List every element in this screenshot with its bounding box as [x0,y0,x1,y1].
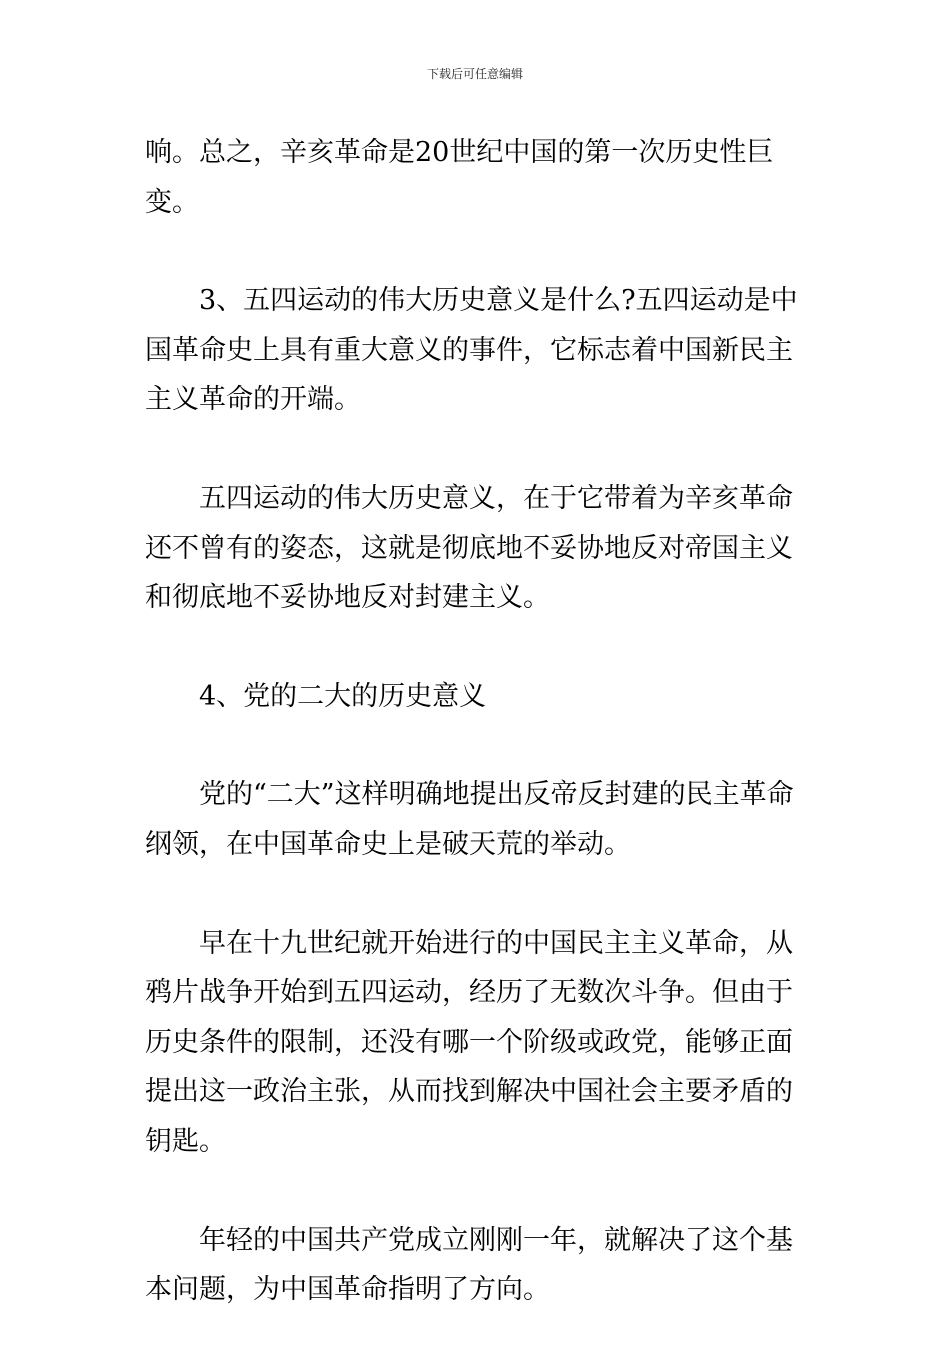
document-body [145,128,810,1364]
paragraph-5: 党的“二大”这样明确地提出反帝反封建的民主革命纲领，在中国革命史上是破天荒的举动。 [145,779,794,860]
paragraph-6: 早在十九世纪就开始进行的中国民主主义革命，从鸦片战争开始到五四运动，经历了无数次斗争。但由于历史条件的限制，还没有哪一个阶级或政党，能够正面提出这一政治主张，从而找到解决中国社会主要矛盾的钥匙。 [145,927,793,1157]
paragraph-1: 响。总之，辛亥革命是20世纪中国的第一次历史性巨变。 [145,137,774,218]
section-heading-4: 4、党的二大的历史意义 [199,680,487,712]
paragraph-3: 五四运动的伟大历史意义，在于它带着为辛亥革命还不曾有的姿态，这就是彻底地不妥协地反对帝国主义和彻底地不妥协地反对封建主义。 [145,482,793,614]
page-header: 下载后可任意编辑 [426,67,523,81]
paragraph-7: 年轻的中国共产党成立刚刚一年，就解决了这个基本问题，为中国革命指明了方向。 [145,1224,793,1306]
paragraph-2: 3、五四运动的伟大历史意义是什么?五四运动是中国革命史上具有重大意义的事件，它标志着中国新民主主义革命的开端。 [145,285,798,416]
